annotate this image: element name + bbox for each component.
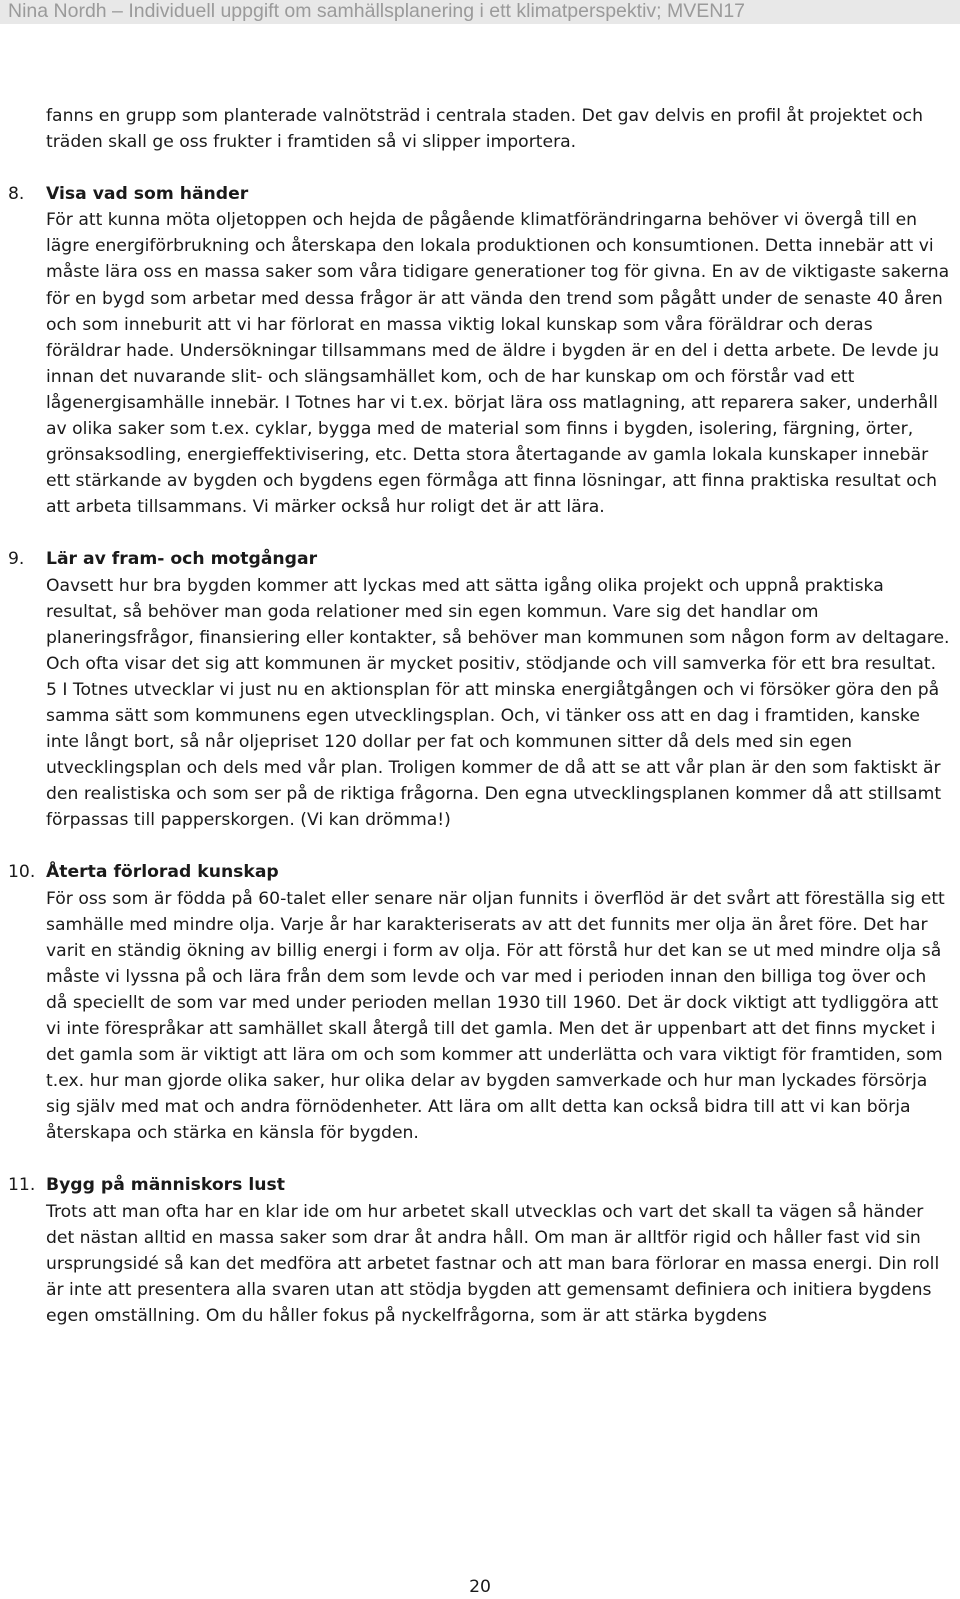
page-number: 20	[469, 1577, 491, 1597]
section-title: Lär av fram- och motgångar	[46, 549, 318, 570]
section-body: För att kunna möta oljetoppen och hejda de pågående klimatförändringarna behöver vi övergå till en lägre energiförbrukning och återskapa den lokala produktionen och konsumtionen. Detta innebär att vi måste lära oss en massa saker som våra tidigare generationer tog för givna. En av de viktigaste sakerna för en bygd som arbetar med dessa frågor är att vända den trend som pågått under de senaste 40 åren och som inneburit att vi har förlorat en massa viktig lokal kunskap som våra föräldrar och deras föräldrar hade. Undersökningar tillsammans med de äldre i bygden är en del i detta arbete. De levde ju innan det nuvarande slit- och slängsamhället kom, och de har kunskap om och förstår vad ett lågenergisamhälle innebär. I Totnes har vi t.ex. börjat lära oss matlagning, att reparera saker, underhåll av olika saker som t.ex. cyklar, bygga med de material som finns i bygden, isolering, färgning, örter, grönsaksodling, energieffektivisering, etc. Detta stora återtagande av gamla lokala kunskaper innebär ett stärkande av bygden och bygdens egen förmåga att finna lösningar, att finna praktiska resultat och att arbeta tillsammans. Vi märker också hur roligt det är att lära.	[46, 210, 950, 518]
section-9	[8, 546, 951, 833]
section-8	[8, 181, 951, 520]
section-body: För oss som är födda på 60-talet eller senare när oljan funnits i överflöd är det svårt att föreställa sig ett samhälle med mindre olja. Varje år har karakteriserats av att det funnits mer olja än året före. Det har varit en ständig ökning av billig energi i form av olja. För att förstå hur det kan se ut med mindre olja så måste vi lyssna på och lära från dem som levde och var med i perioden innan den billiga tog över och då speciellt de som var med under perioden mellan 1930 till 1960. Det är dock viktigt att tydliggöra att vi inte förespråkar att samhället skall återgå till det gamla. Men det är uppenbart att det finns mycket i det gamla som är viktigt att lära om och som kommer att underlätta och vara viktigt för framtiden, som t.ex. hur man gjorde olika saker, hur olika delar av bygden samverkade och hur man lyckades försörja sig själv med mat och andra förnödenheter. Att lära om allt detta kan också bidra till att vi kan börja återskapa och stärka en känsla för bygden.	[46, 888, 945, 1144]
section-number: 11.	[8, 1175, 36, 1196]
section-body: Oavsett hur bra bygden kommer att lyckas med att sätta igång olika projekt och uppnå praktiska resultat, så behöver man goda relationer med sin egen kommun. Vare sig det handlar om planeringsfrågor, finansiering eller kontakter, så behöver man kommunen som någon form av deltagare. Och ofta visar det sig att kommunen är mycket positiv, stödjande och vill samverka för ett bra resultat. 5 I Totnes utvecklar vi just nu en aktionsplan för att minska energiåtgången och vi försöker göra den på samma sätt som kommunens egen utvecklingsplan. Och, vi tänker oss att en dag i framtiden, kanske inte långt bort, så når oljepriset 120 dollar per fat och kommunen sitter då dels med sin egen utvecklingsplan och dels med vår plan. Troligen kommer de då att se att vår plan är den som faktiskt är den realistiska och som ser på de riktiga frågorna. Den egna utvecklingsplanen kommer då att stillsamt förpassas till papperskorgen. (Vi kan drömma!)	[46, 575, 950, 831]
page-header	[0, 0, 960, 24]
section-title: Bygg på människors lust	[46, 1175, 285, 1196]
section-number: 10.	[8, 862, 36, 883]
spacer	[0, 155, 960, 181]
section-body: Trots att man ofta har en klar ide om hur arbetet skall utvecklas och vart det skall ta vägen så händer det nästan alltid en massa saker som drar åt andra håll. Om man är alltför rigid och håller fast vid sin ursprungsidé så kan det medföra att arbetet fastnar och att man bara förlorar en massa energi. Din roll är inte att presentera alla svaren utan att stödja bygden att gemensamt definiera och initiera bygdens egen omställning. Om du håller fokus på nyckelfrågorna, som är att stärka bygdens	[46, 1201, 940, 1326]
spacer	[0, 1146, 960, 1172]
section-number: 8.	[8, 184, 25, 205]
spacer	[0, 520, 960, 546]
section-11	[8, 1172, 951, 1329]
section-number: 9.	[8, 549, 25, 570]
header-title: Nina Nordh – Individuell uppgift om samhällsplanering i ett klimatperspektiv; MVEN17	[8, 0, 746, 22]
section-title: Återta förlorad kunskap	[46, 862, 279, 883]
document-body	[0, 103, 960, 1329]
section-10	[8, 859, 951, 1146]
intro-paragraph: fanns en grupp som planterade valnötsträd i centrala staden. Det gav delvis en profil åt projektet och träden skall ge oss frukter i framtiden så vi slipper importera.	[46, 106, 923, 153]
spacer	[0, 833, 960, 859]
section-title: Visa vad som händer	[46, 184, 249, 205]
